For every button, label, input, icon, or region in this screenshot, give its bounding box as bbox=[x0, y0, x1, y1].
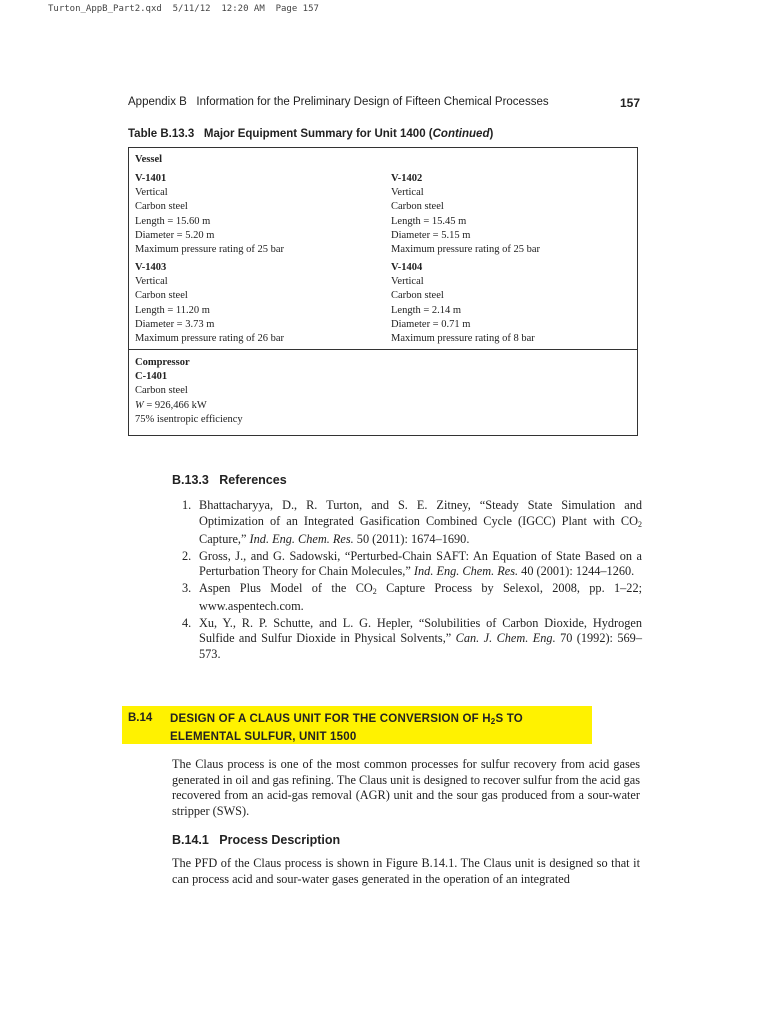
vessel-v1402: V-1402 Vertical Carbon steel Length = 15.45 m Diameter = 5.15 m Maximum pressure rating of 25 bar bbox=[391, 173, 541, 256]
body-paragraph-1: The Claus process is one of the most common processes for sulfur recovery from acid gases generated in oil and gas refining. The Claus unit is designed to recover sulfur from the acid gas recovered from an acid-gas removal (AGR) unit and the sour gas produced from a sour-water stripper (SWS). bbox=[172, 757, 640, 819]
equipment-table bbox=[128, 147, 638, 436]
running-head bbox=[128, 96, 640, 112]
body-paragraph-2: The PFD of the Claus process is shown in Figure B.14.1. The Claus unit is designed so that it can process acid and sour-water gases generated in the operation of an integrated bbox=[172, 856, 640, 886]
vessel-v1403: V-1403 Vertical Carbon steel Length = 11.20 m Diameter = 3.73 m Maximum pressure rating of 26 bar bbox=[135, 262, 285, 345]
vessel-v1404: V-1404 Vertical Carbon steel Length = 2.14 m Diameter = 0.71 m Maximum pressure rating of 8 bar bbox=[391, 262, 535, 345]
reference-item: 4. Xu, Y., R. P. Schutte, and L. G. Hepler, “Solubilities of Carbon Dioxide, Hydrogen Sulfide and Sulfur Dioxide in Physical Solvents,” Can. J. Chem. Eng. 70 (1992): 569–573. bbox=[182, 615, 642, 661]
vessel-section bbox=[129, 148, 637, 350]
table-caption: Table B.13.3 Major Equipment Summary for Unit 1400 (Continued) bbox=[128, 128, 494, 140]
compressor-title: Compressor bbox=[135, 357, 190, 368]
compressor-section bbox=[129, 350, 637, 436]
reference-item: 1. Bhattacharyya, D., R. Turton, and S. E. Zitney, “Steady State Simulation and Optimization of an Integrated Gasification Combined Cycle (IGCC) Plant with $CO_2$ Capture,” Ind. Eng. Chem. Res. 50 (2011): 1674–1690. bbox=[182, 498, 642, 546]
reference-item: 3. Aspen Plus Model of the $CO_2$ Capture Process by Selexol, 2008, pp. 1–22; www.aspentech.com. bbox=[182, 580, 643, 613]
references-heading: B.13.3 References bbox=[172, 473, 287, 487]
page-number: 157 bbox=[619, 96, 640, 110]
references-list bbox=[172, 498, 642, 663]
compressor-c1401: Compressor C-1401 Carbon steel W = 926,466 kW 75% isentropic efficiency bbox=[135, 357, 243, 425]
vessel-v1401: V-1401 Vertical Carbon steel Length = 15.60 m Diameter = 5.20 m Maximum pressure rating of 25 bar bbox=[135, 173, 285, 256]
section-title: DESIGN OF A CLAUS UNIT FOR THE CONVERSION OF $H_2S$ TO ELEMENTAL SULFUR, UNIT 1500 bbox=[170, 713, 523, 743]
section-number: B.14 bbox=[128, 712, 153, 724]
file-slug: Turton_AppB_Part2.qxd 5/11/12 12:20 AM Page 157 bbox=[48, 4, 319, 14]
subsection-heading: B.14.1 Process Description bbox=[172, 833, 341, 847]
reference-item: 2. Gross, J., and G. Sadowski, “Perturbed-Chain SAFT: An Equation of State Based on a Perturbation Theory for Chain Molecules,” Ind. Eng. Chem. Res. 40 (2001): 1244–1260. bbox=[182, 548, 642, 578]
section-heading-banner bbox=[122, 706, 592, 744]
vessel-title: Vessel bbox=[135, 154, 163, 165]
running-head-title: Appendix B Information for the Preliminary Design of Fifteen Chemical Processes bbox=[128, 96, 549, 108]
